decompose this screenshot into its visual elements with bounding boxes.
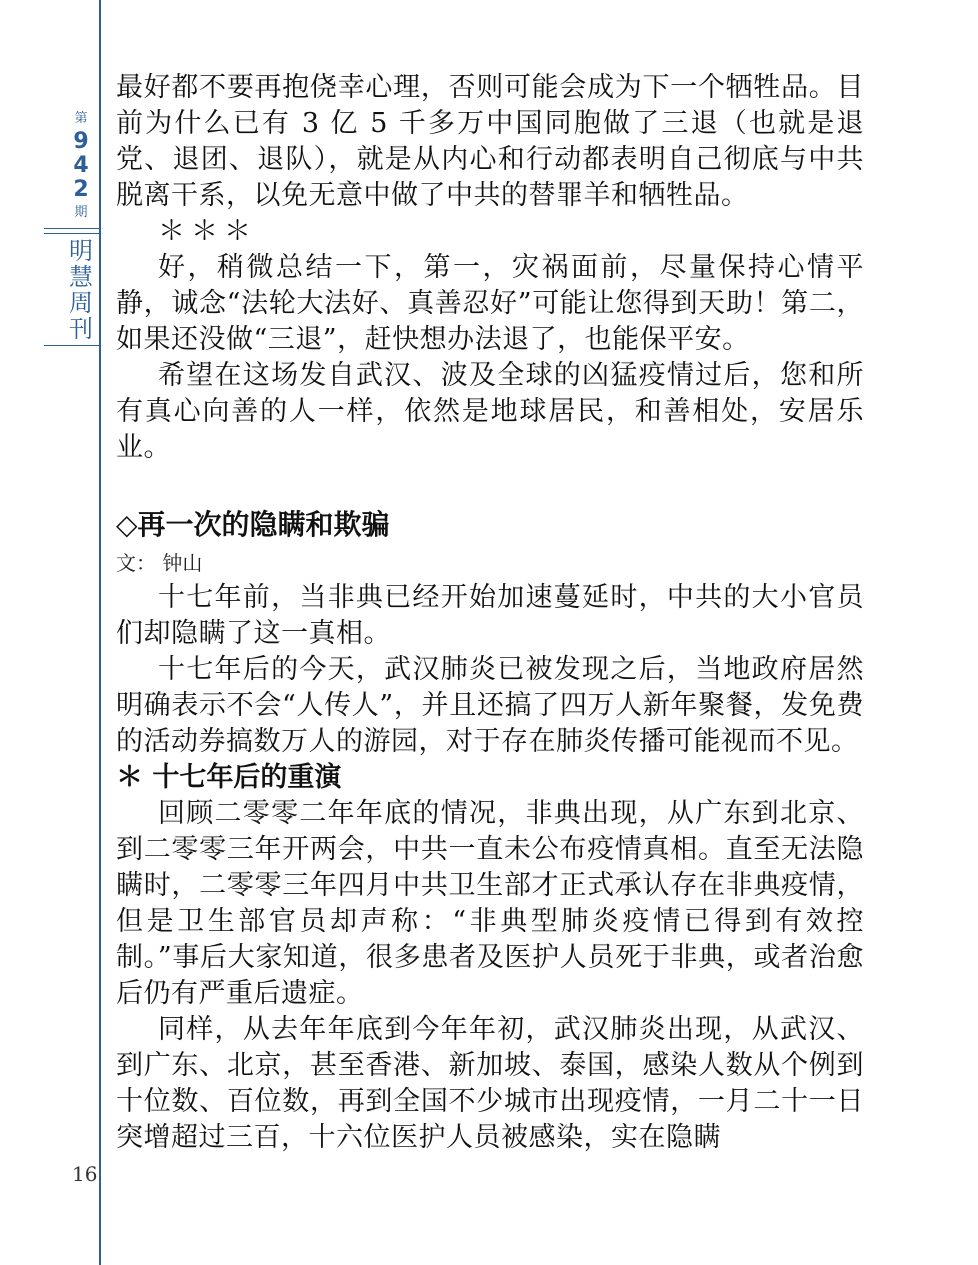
divider (44, 233, 101, 234)
magazine-title (62, 238, 100, 342)
magazine-title-char: 刊 (69, 315, 93, 343)
issue-digit: 9 (73, 129, 89, 154)
paragraph: 最好都不要再抱侥幸心理，否则可能会成为下一个牺牲品。目前为什么已有 3 亿 5 千多万中国同胞做了三退（也就是退党、退团、退队），就是从内心和行动都表明自己彻底与中共脱离干系，以免无意中做了中共的替罪羊和牺牲品。 (116, 72, 864, 211)
issue-digit: 2 (73, 177, 89, 202)
paragraph: 希望在这场发自武汉、波及全球的凶猛疫情过后，您和所有真心向善的人一样，依然是地球居民，和善相处，安居乐业。 (116, 360, 864, 463)
page-number: 16 (72, 1162, 98, 1186)
divider (44, 345, 101, 346)
section-title: ＊ 十七年后的重演 (116, 762, 342, 793)
divider (44, 228, 101, 229)
left-margin (0, 0, 100, 1265)
section-separator: ＊＊＊ (158, 216, 257, 247)
article-byline: 文： 钟山 (116, 551, 203, 575)
margin-rule (99, 0, 101, 1265)
paragraph: 好，稍微总结一下，第一，灾祸面前，尽量保持心情平静，诚念“法轮大法好、真善忍好”可能让您得到天助！第二，如果还没做“三退”，赶快想办法退了，也能保平安。 (116, 252, 864, 355)
paragraph: 十七年前，当非典已经开始加速蔓延时，中共的大小官员们却隐瞒了这一真相。 (116, 582, 864, 649)
issue-prefix: 第 (74, 111, 88, 126)
paragraph: 回顾二零零二年年底的情况，非典出现，从广东到北京、到二零零三年开两会，中共一直未公布疫情真相。直至无法隐瞒时，二零零三年四月中共卫生部才正式承认存在非典疫情，但是卫生部官员却声称：“非典型肺炎疫情已得到有效控制。”事后大家知道，很多患者及医护人员死于非典，或者治愈后仍有严重后遗症。 (116, 798, 864, 1009)
issue-number (62, 108, 100, 224)
magazine-title-char: 周 (69, 289, 93, 317)
magazine-title-char: 明 (69, 237, 93, 265)
paragraph: 十七年后的今天，武汉肺炎已被发现之后，当地政府居然明确表示不会“人传人”，并且还搞了四万人新年聚餐，发免费的活动券搞数万人的游园，对于存在肺炎传播可能视而不见。 (116, 654, 864, 757)
issue-suffix: 期 (74, 205, 88, 220)
issue-digit: 4 (73, 153, 89, 178)
paragraph: 同样，从去年年底到今年年初，武汉肺炎出现，从武汉、到广东、北京，甚至香港、新加坡、泰国，感染人数从个例到十位数、百位数，再到全国不少城市出现疫情，一月二十一日突增超过三百，十六位医护人员被感染，实在隐瞒 (116, 1014, 864, 1153)
article-body (116, 70, 864, 1156)
magazine-title-char: 慧 (69, 263, 93, 291)
article-title: ◇再一次的隐瞒和欺骗 (116, 508, 390, 541)
